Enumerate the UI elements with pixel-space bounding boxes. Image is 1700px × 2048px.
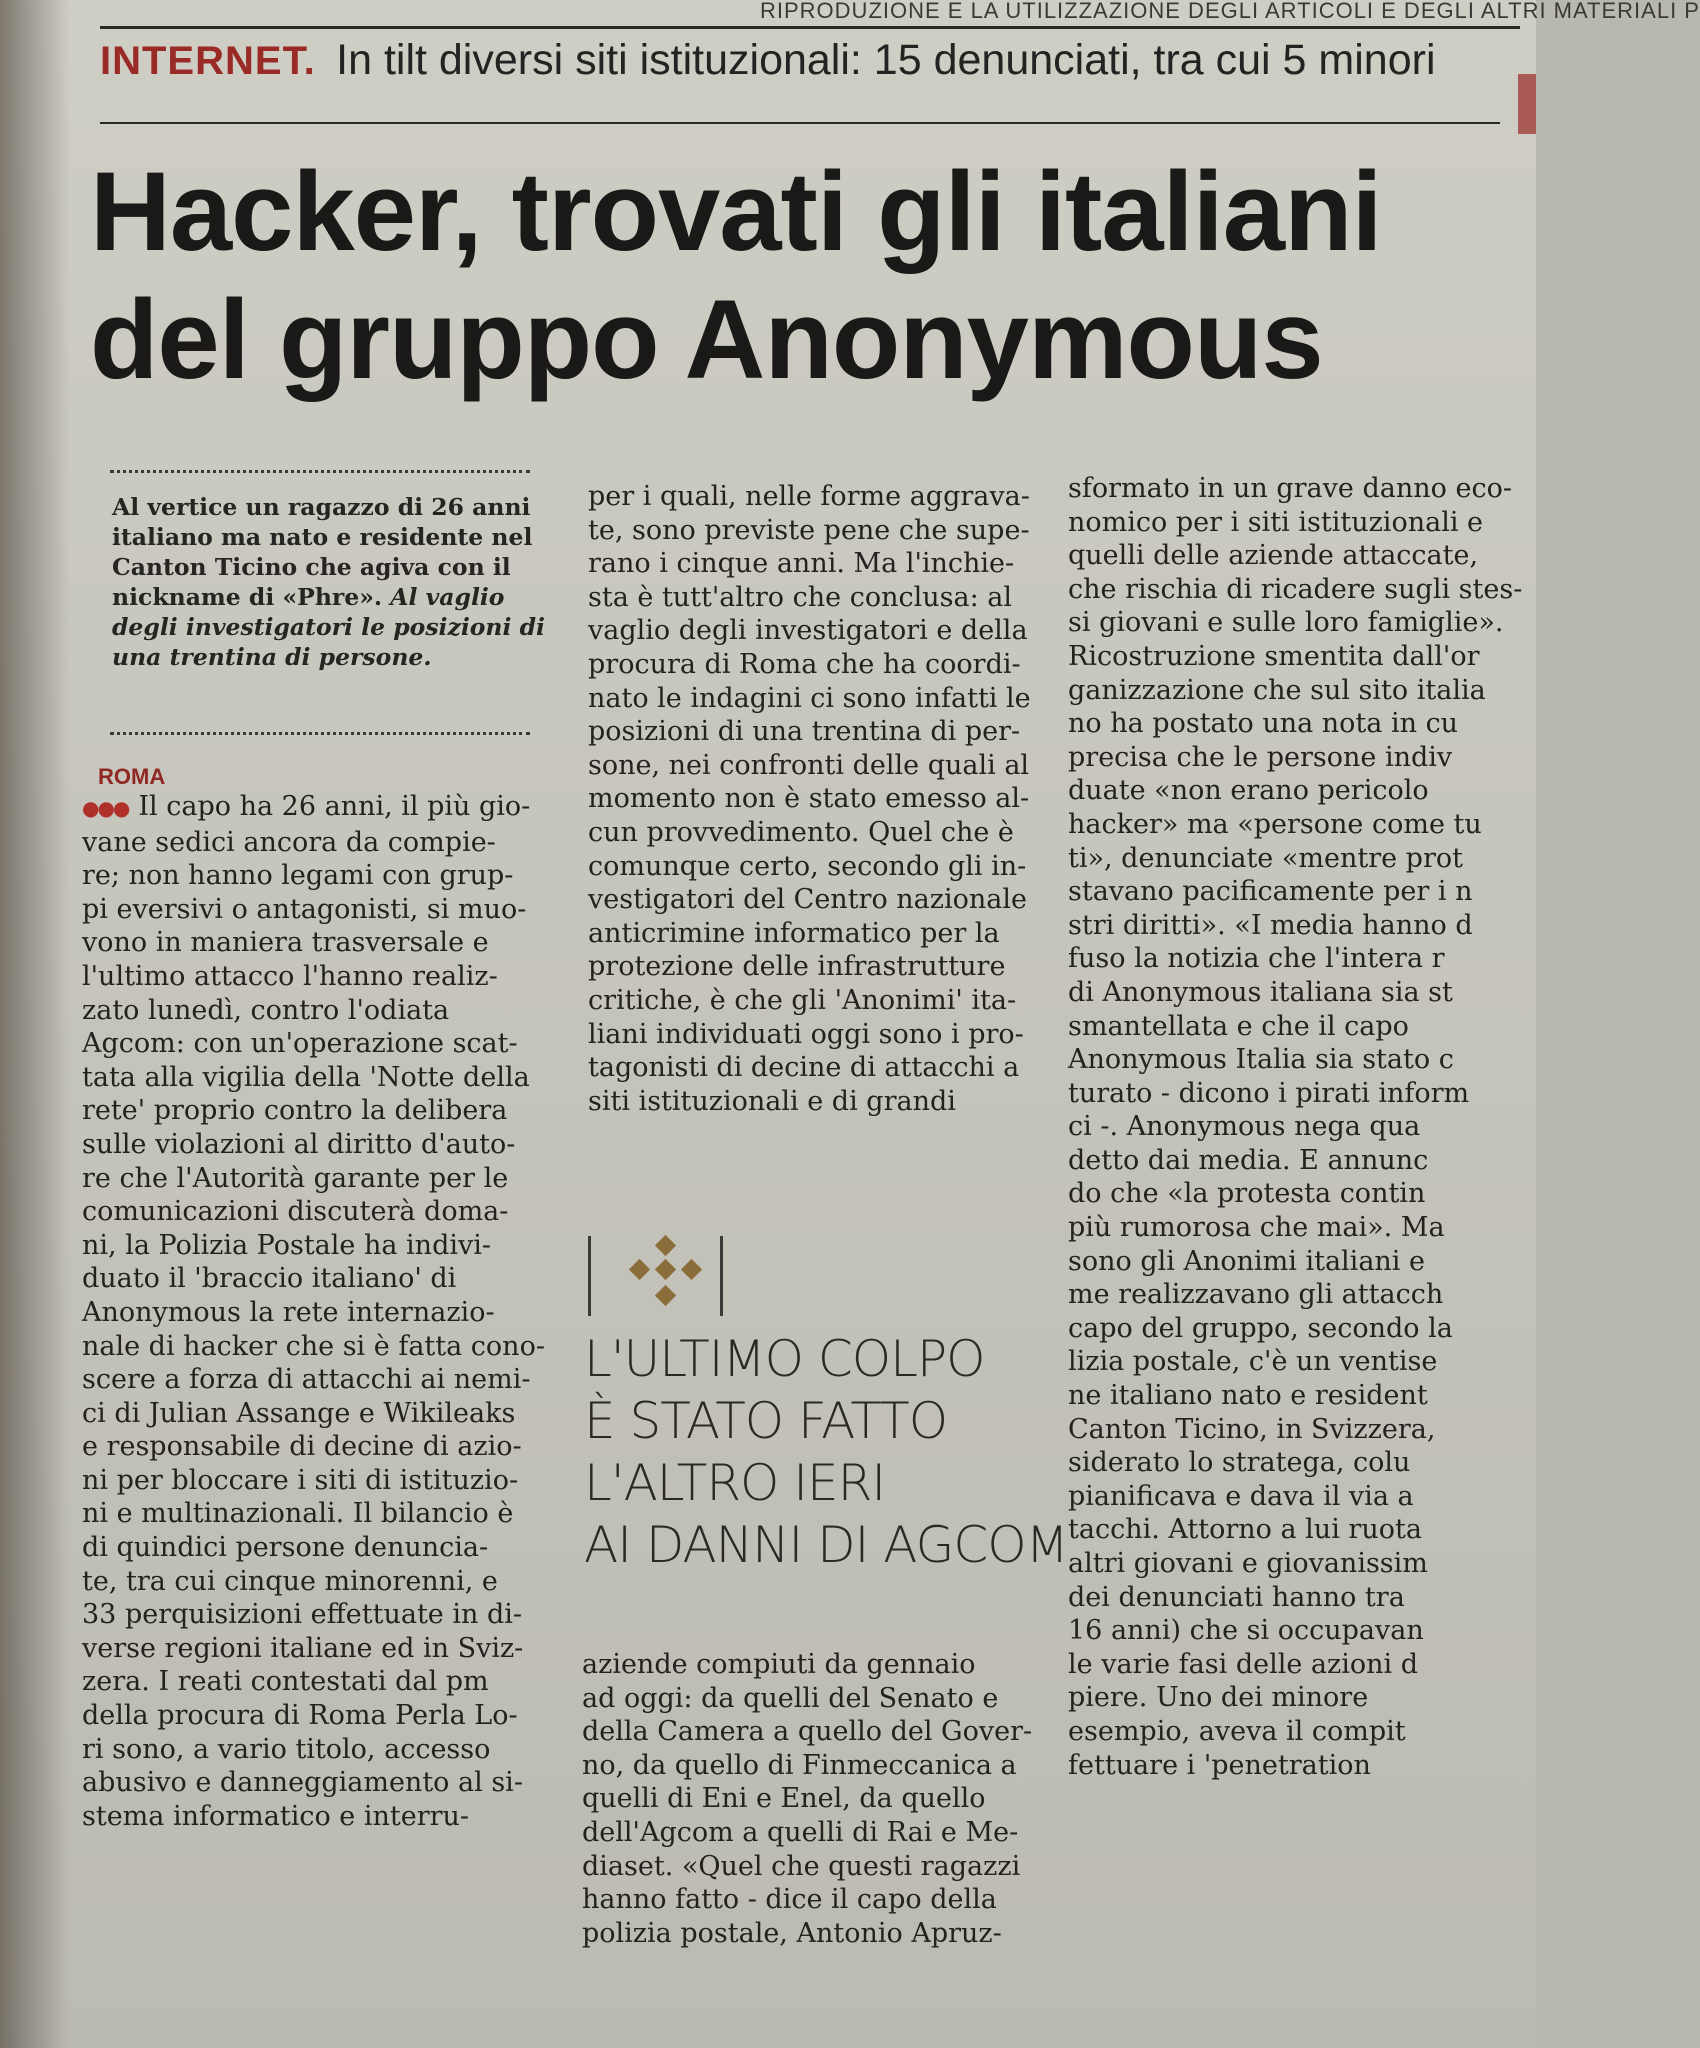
text-line: L'ULTIMO COLPO — [584, 1330, 985, 1388]
text-line: vono in maniera trasversale e — [82, 927, 489, 959]
text-line: L'ALTRO IERI — [584, 1454, 886, 1512]
text-line: do che «la protesta contin — [1068, 1178, 1426, 1210]
text-line: si giovani e sulle loro famiglie». — [1068, 607, 1504, 639]
text-line: stema informatico e interru- — [82, 1800, 470, 1832]
text-line: l'ultimo attacco l'hanno realiz- — [82, 960, 498, 992]
ornament-bar-right — [720, 1236, 723, 1316]
text-line: esempio, aveva il compit — [1068, 1715, 1406, 1747]
text-line: protezione delle infrastrutture — [588, 951, 1006, 983]
ornament-dot — [655, 1235, 676, 1256]
text-line: ri sono, a vario titolo, accesso — [82, 1733, 491, 1765]
text-line: capo del gruppo, secondo la — [1068, 1312, 1453, 1344]
text-line: lizia postale, c'è un ventise — [1068, 1346, 1438, 1378]
kicker-tag: INTERNET. — [100, 39, 316, 83]
text-line: scere a forza di attacchi ai nemi- — [82, 1364, 531, 1396]
text-line: Anonymous la rete internazio- — [82, 1296, 495, 1328]
text-line: te, tra cui cinque minorenni, e — [82, 1565, 498, 1597]
text-line: ne italiano nato e resident — [1068, 1380, 1428, 1412]
text-line: cun provvedimento. Quel che è — [588, 816, 1014, 848]
text-line: per i quali, nelle forme aggrava- — [588, 481, 1030, 512]
text-line: 16 anni) che si occupavan — [1068, 1615, 1424, 1647]
text-line: ni, la Polizia Postale ha indivi- — [82, 1229, 491, 1261]
dateline: ROMA — [98, 764, 166, 789]
text-line: È STATO FATTO — [584, 1392, 948, 1450]
text-line: della procura di Roma Perla Lo- — [82, 1700, 518, 1732]
text-line: Anonymous Italia sia stato c — [1068, 1044, 1454, 1076]
text-line: ad oggi: da quelli del Senato e — [582, 1682, 999, 1714]
text-line: Il capo ha 26 anni, il più gio- — [138, 791, 531, 822]
text-line: detto dai media. E annunc — [1068, 1144, 1429, 1176]
text-line: fettuare i 'penetration — [1068, 1749, 1371, 1781]
text-line: altri giovani e giovanissim — [1068, 1548, 1428, 1579]
kicker — [100, 36, 1500, 126]
kicker-rule — [100, 122, 1500, 124]
text-line: quelli delle aziende attaccate, — [1068, 540, 1479, 572]
text-line: diaset. «Quel che questi ragazzi — [582, 1850, 1021, 1882]
text-line: posizioni di una trentina di per- — [588, 716, 1021, 748]
text-line: te, sono previste pene che supe- — [588, 514, 1030, 546]
text-line: hacker» ma «persone come tu — [1068, 808, 1482, 840]
text-line: comunicazioni discuterà doma- — [82, 1196, 509, 1228]
text-line: quelli di Eni e Enel, da quello — [582, 1783, 986, 1815]
pullquote-ornament — [588, 1232, 758, 1322]
text-line: Ricostruzione smentita dall'or — [1068, 640, 1480, 672]
text-line: me realizzavano gli attacch — [1068, 1279, 1444, 1311]
text-line: zato lunedì, contro l'odiata — [82, 994, 450, 1026]
text-line: sta è tutt'altro che conclusa: al — [588, 581, 1012, 613]
text-line: della Camera a quello del Gover- — [582, 1716, 1033, 1748]
text-line: tata alla vigilia della 'Notte della — [82, 1061, 530, 1093]
text-line: stri diritti». «I media hanno d — [1068, 909, 1473, 941]
text-line: le varie fasi delle azioni d — [1068, 1648, 1419, 1680]
text-line: più rumorosa che mai». Ma — [1068, 1212, 1445, 1244]
summary-text: Al vertice un ragazzo di 26 anni italiano ma nato e residente nel Canton Ticino che agiva con il nickname di «Phre». — [112, 493, 533, 611]
headline-line-2: del gruppo Anonymous — [90, 277, 1323, 402]
text-line: hanno fatto - dice il capo della — [582, 1884, 997, 1916]
headline — [90, 148, 1510, 404]
text-line: comunque certo, secondo gli in- — [588, 850, 1027, 882]
text-line: nomico per i siti istituzionali e — [1068, 506, 1484, 538]
text-line: duato il 'braccio italiano' di — [82, 1263, 457, 1295]
text-line: ni per bloccare i siti di istituzio- — [82, 1464, 519, 1496]
text-line: sono gli Anonimi italiani e — [1068, 1245, 1425, 1277]
text-line: precisa che le persone indiv — [1068, 741, 1453, 773]
text-line: re che l'Autorità garante per le — [82, 1162, 509, 1194]
text-line: re; non hanno legami con grup- — [82, 860, 514, 892]
ornament-bar-left — [588, 1236, 591, 1316]
text-line: ganizzazione che sul sito italia — [1068, 674, 1486, 706]
top-rule — [100, 26, 1520, 29]
summary-italic: Al vaglio degli investigatori le posizioni di una trentina di persone. — [112, 583, 545, 671]
text-line: siderato lo stratega, colu — [1068, 1447, 1411, 1479]
text-line: vestigatori del Centro nazionale — [588, 884, 1027, 916]
text-line: duate «non erano pericolo — [1068, 775, 1429, 807]
text-line: smantellata e che il capo — [1068, 1010, 1409, 1042]
text-line: polizia postale, Antonio Apruz- — [582, 1917, 1002, 1949]
text-line: e responsabile di decine di azio- — [82, 1431, 522, 1463]
text-line: siti istituzionali e di grandi — [588, 1085, 956, 1117]
text-line: sulle violazioni al diritto d'auto- — [82, 1128, 516, 1160]
text-line: fuso la notizia che l'intera r — [1068, 943, 1445, 975]
kicker-text: In tilt diversi siti istituzionali: 15 denunciati, tra cui 5 minori — [336, 36, 1436, 84]
text-line: turato - dicono i pirati inform — [1068, 1077, 1470, 1109]
text-line: ti», denunciate «mentre prot — [1068, 842, 1463, 874]
summary-top-rule — [110, 470, 530, 473]
text-line: liani individuati oggi sono i pro- — [588, 1018, 1024, 1050]
text-line: critiche, è che gli 'Anonimi' ita- — [588, 984, 1017, 1016]
column-2-bottom — [582, 1648, 1072, 1950]
text-line: pi eversivi o antagonisti, si muo- — [82, 893, 527, 925]
text-line: tacchi. Attorno a lui ruota — [1068, 1514, 1422, 1546]
text-line: pianificava e dava il via a — [1068, 1480, 1414, 1512]
text-line: Agcom: con un'operazione scat- — [82, 1028, 518, 1060]
text-line: abusivo e danneggiamento al si- — [82, 1767, 523, 1799]
text-line: rano i cinque anni. Ma l'inchie- — [588, 548, 1015, 580]
text-line: sformato in un grave danno eco- — [1068, 473, 1512, 504]
adjacent-article-edge — [1518, 74, 1536, 134]
ornament-dot — [655, 1285, 676, 1306]
text-line: stavano pacificamente per i n — [1068, 876, 1473, 908]
text-line: 33 perquisizioni effettuate in di- — [82, 1599, 523, 1631]
text-line: vaglio degli investigatori e della — [588, 615, 1028, 647]
text-line: vane sedici ancora da compie- — [82, 826, 496, 858]
text-line: di Anonymous italiana sia st — [1068, 976, 1453, 1008]
text-line: ci di Julian Assange e Wikileaks — [82, 1397, 516, 1429]
text-line: dell'Agcom a quelli di Rai e Me- — [582, 1816, 1019, 1848]
column-2-top — [588, 480, 1050, 1118]
copyright-strip: RIPRODUZIONE E LA UTILIZZAZIONE DEGLI ARTICOLI E DEGLI ALTRI MATERIALI P — [760, 0, 1700, 23]
headline-line-1: Hacker, trovati gli italiani — [90, 149, 1382, 274]
text-line: no, da quello di Finmeccanica a — [582, 1749, 1017, 1781]
text-line: zera. I reati contestati dal pm — [82, 1666, 489, 1698]
text-line: procura di Roma che ha coordi- — [588, 648, 1021, 680]
text-line: momento non è stato emesso al- — [588, 783, 1030, 815]
page-shadow — [0, 0, 70, 2048]
summary — [112, 492, 552, 672]
text-line: verse regioni italiane ed in Sviz- — [82, 1632, 524, 1664]
pullquote — [584, 1328, 1068, 1576]
text-line: tagonisti di decine di attacchi a — [588, 1052, 1020, 1084]
text-line: Canton Ticino, in Svizzera, — [1068, 1413, 1436, 1445]
text-line: sone, nei confronti delle quali al — [588, 749, 1030, 781]
bullet-dots-icon: ●●● — [82, 796, 129, 820]
text-line: nale di hacker che si è fatta cono- — [82, 1330, 545, 1362]
column-3 — [1068, 472, 1568, 1782]
text-line: di quindici persone denuncia- — [82, 1532, 489, 1564]
ornament-dot — [629, 1259, 650, 1280]
ornament-dot — [655, 1259, 676, 1280]
text-line: rete' proprio contro la delibera — [82, 1095, 508, 1127]
text-line: no ha postato una nota in cu — [1068, 708, 1459, 740]
ornament-dot — [681, 1259, 702, 1280]
text-line: anticrimine informatico per la — [588, 917, 1000, 949]
text-line: dei denunciati hanno tra — [1068, 1581, 1405, 1613]
text-line: nato le indagini ci sono infatti le — [588, 682, 1031, 714]
summary-bottom-rule — [110, 732, 530, 735]
column-1 — [82, 790, 545, 1833]
text-line: AI DANNI DI AGCOM — [584, 1516, 1068, 1574]
text-line: piere. Uno dei minore — [1068, 1682, 1369, 1714]
text-line: ci -. Anonymous nega qua — [1068, 1111, 1421, 1143]
text-line: che rischia di ricadere sugli stes- — [1068, 573, 1523, 605]
text-line: ni e multinazionali. Il bilancio è — [82, 1498, 514, 1530]
text-line: aziende compiuti da gennaio — [582, 1649, 976, 1680]
